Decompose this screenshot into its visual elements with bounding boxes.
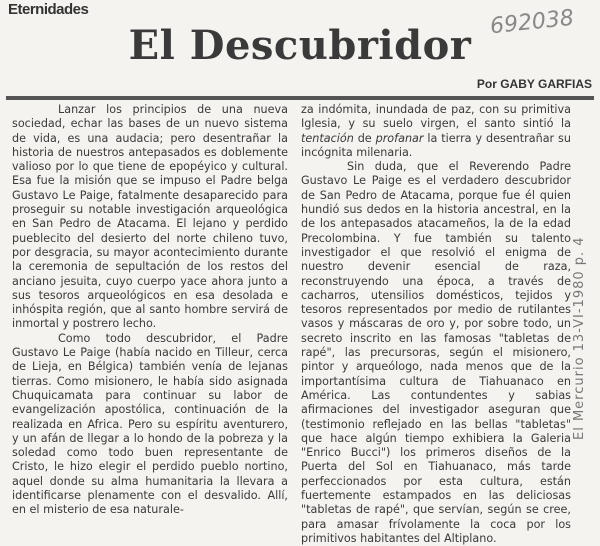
paragraph: Lanzar los principios de una nueva sociedad, echar las bases de un nuevo sistema de vida, es una audacia; pero desentrañar la historia de nuestros antepasados es doblemente valioso por lo que tiene de epopéyico y cultural. Esa fue la misión que se impuso el Padre belga Gustavo Le Paige, fatalmente desaparecido para proseguir su notable investigación arqueológica en San Pedro de Atacama. El lejano y perdido pueblecito del desierto del norte chileno tuvo, por desgracia, su mayor acontecimiento durante la ceremonia de sepultación de los restos del anciano jesuita, cuyo cuerpo yace ahora junto a sus tesoros arqueológicos en esa desolada e inhóspita región, que al santo hombre servirá de inmortal y postrero lecho.	[12, 103, 288, 331]
article-title: El Descubridor	[128, 22, 472, 69]
paragraph: Como todo descubridor, el Padre Gustavo Le Paige (había nacido en Tilleur, cerca de Lieja, en Bélgica) también venía de lejanas tierras. Como misionero, le había sido asignada Chuquicamata para continuar su labor de evangelización apostólica, continuación de la realizada en Africa. Pero su espíritu aventurero, y un afán de llegar a lo hondo de la pobreza y la soledad como todo buen representante de Cristo, le hizo elegir el perdido pueblo nortino, aquel donde su alma humanitaria la llevara a identificarse plenamente con el desvalido. Allí, en el misterio de esa naturale-	[12, 331, 288, 517]
paragraph-continuation: za indómita, inundada de paz, con su primitiva Iglesia, y su suelo virgen, el santo sintió la tentación de profanar la tierra y desentrañar su incógnita milenaria.	[301, 103, 571, 159]
left-column	[12, 103, 288, 518]
handwritten-archive-number: 692038	[488, 5, 576, 40]
section-label: Eternidades	[8, 1, 89, 18]
right-column	[301, 103, 571, 546]
header-divider	[6, 96, 594, 100]
handwritten-margin-note: El Mercurio 13-VI-1980 p. 4	[572, 236, 587, 440]
paragraph: Sin duda, que el Reverendo Padre Gustavo Le Paige es el verdadero descubridor de San Pedro de Atacama, porque fue él quien hundió sus dedos en la historia ancestral, en la de los antepasados atacameños, la de la edad Precolombina. Y fue también su talento investigador el que resolvió el enigma de nuestro devenir esencial de raza, reconstruyendo una época, a través de cacharros, utensilios domésticos, tejidos y tesoros representados por medio de rutilantes vasos y máscaras de oro y, por sobre todo, un secreto inscrito en las famosas "tabletas de rapé", las precursoras, según el misionero, pintor y arqueólogo, nada menos que de la importantísima cultura de Tiahuanaco en América. Las contundentes y sabias afirmaciones del investigador aseguran que (testimonio reflejado en las bellas "tabletas" que hace algún tiempo exhibiera la Galeria "Enrico Bucci") los primeros diseños de la Puerta del Sol en Tiahuanaco, más tarde perfeccionados por esta cultura, están fuertemente estampados en las deliciosas "tabletas de rapé", que servían, según se cree, para amasar frívolamente la coca por los primitivos habitantes del Altiplano.	[301, 160, 571, 545]
byline: Por GABY GARFIAS	[476, 77, 592, 91]
